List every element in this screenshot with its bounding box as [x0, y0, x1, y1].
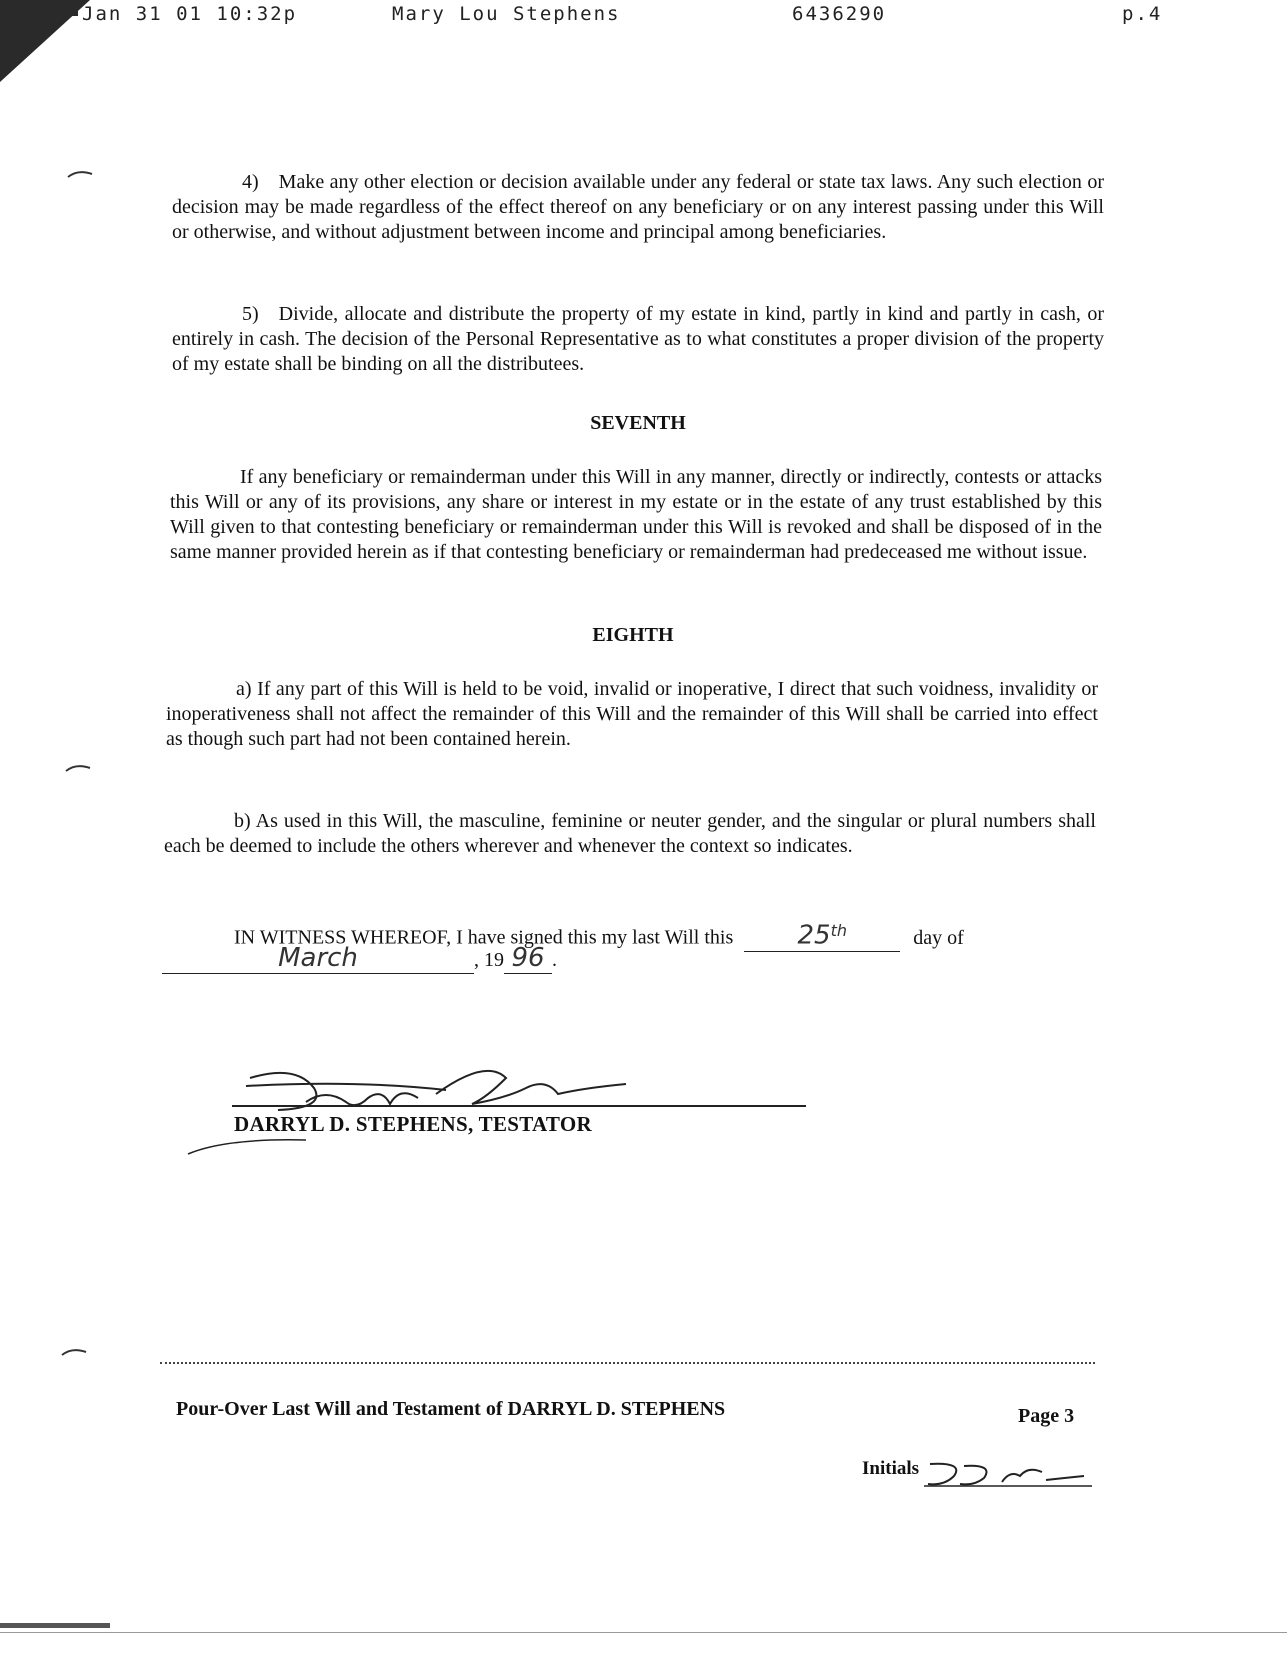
fax-page: p.4	[1122, 3, 1163, 25]
witness-day-of: day of	[913, 926, 964, 949]
margin-mark	[66, 168, 96, 180]
paragraph-4-number: 4)	[242, 171, 259, 193]
testator-signature	[186, 1058, 686, 1158]
paragraph-5-text: Divide, allocate and distribute the property of my estate in kind, partly in kind and partly in cash, or entirely in cash. The decision of the Personal Representative as to what constitutes a proper division of the property of my estate shall be binding on all the distributees.	[172, 303, 1104, 375]
witness-line-2	[162, 943, 862, 974]
paragraph-seventh-text: If any beneficiary or remainderman under this Will in any manner, directly or indirectly, contests or attacks this Will or any of its provisions, any share or interest in my estate or in the estate of any trust established by this Will given to that contesting beneficiary or remainderman under this Will is revoked and shall be disposed of in the same manner provided herein as if that contesting beneficiary or remainderman had predeceased me without issue.	[170, 466, 1102, 563]
margin-mark	[60, 1346, 90, 1358]
paragraph-eighth-a-text: a) If any part of this Will is held to be void, invalid or inoperative, I direct that such voidness, invalidity or inoperativeness shall not affect the remainder of this Will and the remainder of this Will shall be carried into effect as though such part had not been contained herein.	[166, 678, 1098, 750]
fax-sender: Mary Lou Stephens	[392, 3, 621, 25]
witness-year-value: 96	[511, 943, 545, 973]
heading-eighth: EIGHTH	[592, 624, 674, 646]
heading-seventh: SEVENTH	[590, 412, 686, 434]
witness-year-prefix: , 19	[474, 949, 504, 971]
footer-title: Pour-Over Last Will and Testament of DARRYL D. STEPHENS	[176, 1398, 726, 1420]
paragraph-eighth-b-text: b) As used in this Will, the masculine, feminine or neuter gender, and the singular or plural numbers shall each be deemed to include the others wherever and whenever the context so indicates.	[164, 810, 1096, 857]
witness-day-value: 25	[797, 920, 831, 951]
margin-mark	[64, 762, 94, 774]
witness-period: .	[552, 949, 557, 971]
witness-month-field	[162, 943, 474, 974]
scan-bottom-bar	[0, 1623, 110, 1628]
paragraph-5	[172, 302, 1104, 377]
paragraph-4	[172, 170, 1104, 245]
initials-label: Initials	[862, 1458, 920, 1479]
signature-line	[232, 1105, 806, 1107]
footer-page-number: Page 3	[1018, 1405, 1075, 1427]
paragraph-eighth-a	[166, 677, 1098, 752]
witness-prefix: IN WITNESS WHEREOF, I have signed this my last Will this	[234, 926, 734, 949]
scan-bottom-line	[0, 1632, 1287, 1633]
paragraph-eighth-b	[164, 809, 1096, 859]
paragraph-4-text: Make any other election or decision available under any federal or state tax laws. Any such election or decision may be made regardless of the effect thereof on any beneficiary or on any interest passing under this Will or otherwise, and without adjustment between income and principal among beneficiaries.	[172, 171, 1104, 243]
fax-datetime: Jan 31 01 10:32p	[82, 3, 298, 25]
paragraph-5-number: 5)	[242, 303, 259, 325]
initials-signature	[924, 1456, 1094, 1490]
testator-name: DARRYL D. STEPHENS, TESTATOR	[234, 1112, 592, 1136]
paragraph-seventh	[170, 465, 1102, 565]
scan-corner-bar	[0, 0, 78, 16]
witness-month-value: March	[278, 943, 358, 973]
witness-day-suffix: th	[830, 921, 847, 940]
footer-rule	[160, 1362, 1095, 1364]
witness-year-field	[504, 943, 552, 974]
fax-number: 6436290	[792, 3, 887, 25]
